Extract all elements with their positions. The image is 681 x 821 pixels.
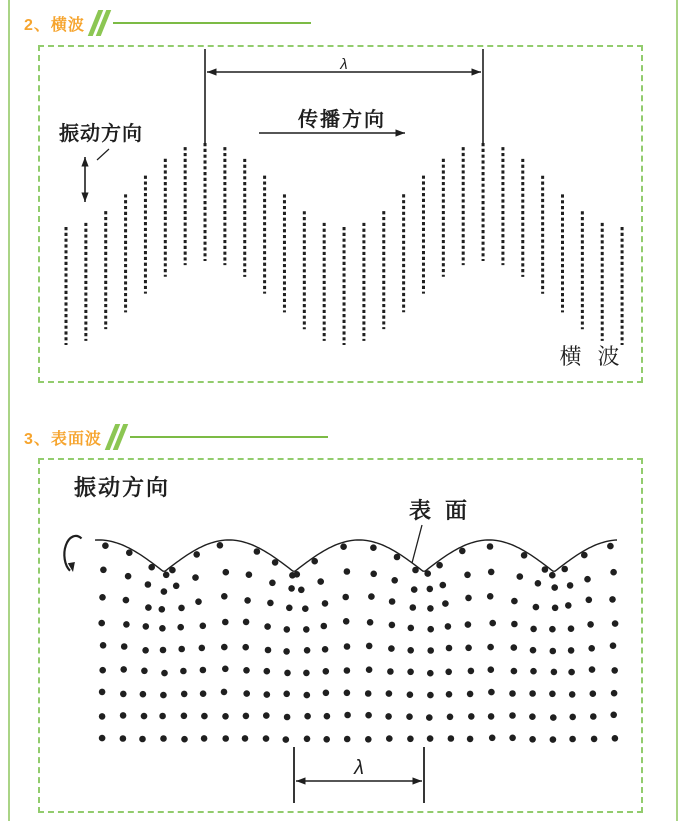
particle-dot bbox=[446, 645, 453, 652]
particle-dot bbox=[125, 573, 132, 580]
surface-curve bbox=[95, 540, 617, 571]
particle-dot bbox=[123, 621, 130, 628]
particle-dot bbox=[222, 735, 229, 742]
particle-dot bbox=[385, 713, 392, 720]
particle-dot bbox=[391, 577, 398, 584]
right-border-line bbox=[676, 0, 678, 821]
particle-dot bbox=[344, 643, 351, 650]
particle-dot bbox=[569, 691, 576, 698]
particle-dot bbox=[447, 714, 454, 721]
particle-dot bbox=[565, 602, 572, 609]
particle-dot bbox=[200, 690, 207, 697]
particle-dot bbox=[102, 542, 109, 549]
lambda-dimension-arrow-head bbox=[207, 68, 217, 75]
particle-dot bbox=[607, 543, 614, 550]
particle-dot bbox=[529, 736, 536, 743]
particle-dot bbox=[195, 598, 202, 605]
particle-dot bbox=[487, 644, 494, 651]
particle-dot bbox=[217, 542, 224, 549]
particle-dot bbox=[159, 625, 166, 632]
propagation-direction-label: 传播方向 bbox=[298, 109, 386, 131]
particle-dot bbox=[488, 569, 495, 576]
transverse-wave-figure bbox=[40, 47, 641, 381]
particle-dot bbox=[99, 594, 106, 601]
particle-dot bbox=[589, 666, 596, 673]
particle-dot bbox=[323, 736, 330, 743]
particle-dot bbox=[163, 572, 170, 579]
particle-dot bbox=[569, 714, 576, 721]
particle-dot bbox=[386, 735, 393, 742]
particle-dot bbox=[222, 666, 229, 673]
wavelength-label: λ bbox=[340, 56, 348, 73]
particle-dot bbox=[283, 691, 290, 698]
header-rule-line bbox=[113, 22, 311, 24]
particle-dot bbox=[160, 647, 167, 654]
particle-dot bbox=[161, 588, 168, 595]
section-title-transverse: 2、横波 bbox=[24, 16, 85, 34]
particle-dot bbox=[159, 606, 166, 613]
particle-dot bbox=[427, 670, 434, 677]
particle-dot bbox=[611, 667, 618, 674]
particle-dot bbox=[530, 626, 537, 633]
particle-dot bbox=[123, 597, 130, 604]
particle-dot bbox=[126, 549, 133, 556]
particle-dot bbox=[467, 691, 474, 698]
particle-dot bbox=[448, 735, 455, 742]
vibration-leader-line bbox=[97, 149, 109, 160]
particle-dot bbox=[610, 569, 617, 576]
particle-dot bbox=[550, 648, 557, 655]
particle-dot bbox=[445, 623, 452, 630]
particle-dot bbox=[530, 668, 537, 675]
transverse-wave-caption: 横 波 bbox=[559, 344, 625, 369]
particle-dot bbox=[302, 605, 309, 612]
particle-dot bbox=[511, 668, 518, 675]
particle-dot bbox=[242, 644, 249, 651]
particle-dot bbox=[549, 626, 556, 633]
particle-dot bbox=[99, 735, 106, 742]
particle-dot bbox=[427, 605, 434, 612]
particle-dot bbox=[181, 736, 188, 743]
particle-dot bbox=[344, 712, 351, 719]
particle-dot bbox=[584, 576, 591, 583]
particle-dot bbox=[246, 571, 253, 578]
particle-dot bbox=[222, 713, 229, 720]
header-rule-line bbox=[130, 436, 328, 438]
section-title-surface: 3、表面波 bbox=[24, 430, 102, 448]
particle-dot bbox=[286, 605, 293, 612]
wave-columns-layer bbox=[66, 143, 622, 345]
particle-dot bbox=[408, 625, 415, 632]
particle-dot bbox=[145, 581, 152, 588]
particle-dot bbox=[365, 712, 372, 719]
particle-dot bbox=[535, 580, 542, 587]
particle-dot bbox=[284, 714, 291, 721]
particle-dot bbox=[192, 574, 199, 581]
propagation-arrow-head bbox=[396, 129, 406, 136]
particle-dot bbox=[243, 619, 250, 626]
particle-dot bbox=[465, 621, 472, 628]
particle-dot bbox=[344, 568, 351, 575]
particle-dot bbox=[344, 690, 351, 697]
section-header-transverse bbox=[24, 8, 311, 38]
particle-dot bbox=[407, 736, 414, 743]
section-header-surface bbox=[24, 422, 328, 452]
particle-dot bbox=[591, 736, 598, 743]
particle-dot bbox=[568, 625, 575, 632]
surface-label: 表 面 bbox=[408, 498, 472, 523]
particle-dot bbox=[242, 735, 249, 742]
particle-dot bbox=[436, 562, 443, 569]
particle-dot bbox=[529, 690, 536, 697]
particle-dot bbox=[509, 735, 516, 742]
particle-dot bbox=[322, 646, 329, 653]
particle-dot bbox=[200, 623, 207, 630]
particle-dot bbox=[509, 712, 516, 719]
particle-dot bbox=[465, 595, 472, 602]
particle-dot bbox=[517, 573, 524, 580]
particle-dot bbox=[427, 647, 434, 654]
particle-dot bbox=[100, 642, 107, 649]
particle-dot bbox=[201, 735, 208, 742]
particle-dot bbox=[612, 620, 619, 627]
particle-dot bbox=[406, 713, 413, 720]
particle-dot bbox=[590, 713, 597, 720]
lambda-dimension-arrow-head bbox=[413, 777, 423, 784]
particle-dot bbox=[468, 713, 475, 720]
particle-dot bbox=[511, 621, 518, 628]
particle-dot bbox=[568, 669, 575, 676]
particle-dot bbox=[586, 597, 593, 604]
particle-dot bbox=[427, 735, 434, 742]
particle-dot bbox=[243, 713, 250, 720]
particle-dot bbox=[283, 736, 290, 743]
particle-dot bbox=[143, 623, 150, 630]
particle-dot bbox=[465, 645, 472, 652]
particle-dot bbox=[588, 645, 595, 652]
particle-dot bbox=[141, 713, 148, 720]
particle-dot bbox=[389, 622, 396, 629]
particle-dot bbox=[440, 582, 447, 589]
vibration-direction-label: 振动方向 bbox=[73, 475, 171, 500]
vibration-arrow-head bbox=[81, 157, 88, 167]
particle-dot bbox=[464, 572, 471, 579]
particle-dot bbox=[140, 691, 147, 698]
particle-dot bbox=[344, 736, 351, 743]
particle-dot bbox=[178, 646, 185, 653]
particle-dot bbox=[298, 587, 305, 594]
particle-dot bbox=[323, 690, 330, 697]
particle-dot bbox=[459, 548, 466, 555]
particle-dot bbox=[201, 713, 208, 720]
particle-dot bbox=[468, 668, 475, 675]
particle-dot bbox=[173, 583, 180, 590]
particle-dot bbox=[340, 543, 347, 550]
particle-dot bbox=[368, 593, 375, 600]
particle-dot bbox=[427, 626, 434, 633]
particle-dot bbox=[142, 647, 149, 654]
particle-dot bbox=[99, 667, 106, 674]
particle-dot bbox=[178, 605, 185, 612]
particle-dot bbox=[411, 586, 418, 593]
particle-dot bbox=[159, 713, 166, 720]
particle-dot bbox=[263, 735, 270, 742]
particle-dot bbox=[324, 713, 331, 720]
particle-dot bbox=[587, 621, 594, 628]
particle-dot bbox=[550, 714, 557, 721]
particle-dot bbox=[488, 666, 495, 673]
lambda-dimension-arrow-head bbox=[296, 777, 306, 784]
particle-dot bbox=[365, 736, 372, 743]
particle-dot bbox=[263, 712, 270, 719]
particle-dot bbox=[177, 624, 184, 631]
particle-dot bbox=[121, 643, 128, 650]
particle-dot bbox=[98, 620, 105, 627]
particle-dot bbox=[610, 712, 617, 719]
particle-dot bbox=[370, 571, 377, 578]
particle-dot bbox=[141, 668, 148, 675]
particle-dot bbox=[568, 647, 575, 654]
particle-dot bbox=[533, 604, 540, 611]
particle-dot bbox=[265, 647, 272, 654]
particle-dots-layer bbox=[98, 542, 618, 743]
surface-leader-line bbox=[412, 525, 422, 563]
particle-dot bbox=[222, 619, 229, 626]
particle-dot bbox=[304, 736, 311, 743]
particle-dot bbox=[160, 735, 167, 742]
particle-dot bbox=[389, 598, 396, 605]
particle-dot bbox=[567, 582, 574, 589]
particle-dot bbox=[254, 548, 261, 555]
particle-dot bbox=[181, 691, 188, 698]
particle-dot bbox=[304, 692, 311, 699]
particle-dot bbox=[284, 626, 291, 633]
particle-dot bbox=[321, 623, 328, 630]
particle-dot bbox=[269, 580, 276, 587]
particle-dot bbox=[509, 690, 516, 697]
particle-dot bbox=[569, 736, 576, 743]
particle-dot bbox=[442, 600, 449, 607]
particle-dot bbox=[549, 572, 556, 579]
particle-dot bbox=[264, 623, 271, 630]
particle-dot bbox=[552, 605, 559, 612]
particle-dot bbox=[365, 690, 372, 697]
particle-dot bbox=[549, 691, 556, 698]
vibration-arrow-head bbox=[81, 193, 88, 203]
surface-wave-figure bbox=[40, 460, 641, 811]
double-slash-icon bbox=[110, 424, 127, 450]
particle-dot bbox=[264, 691, 271, 698]
particle-dot bbox=[304, 713, 311, 720]
particle-dot bbox=[288, 585, 295, 592]
particle-dot bbox=[489, 735, 496, 742]
particle-dot bbox=[487, 543, 494, 550]
particle-dot bbox=[407, 669, 414, 676]
particle-dot bbox=[529, 713, 536, 720]
particle-dot bbox=[120, 735, 127, 742]
particle-dot bbox=[120, 666, 127, 673]
particle-dot bbox=[99, 713, 106, 720]
particle-dot bbox=[304, 647, 311, 654]
particle-dot bbox=[551, 584, 558, 591]
particle-dot bbox=[223, 569, 230, 576]
particle-dot bbox=[322, 600, 329, 607]
particle-dot bbox=[221, 593, 228, 600]
particle-dot bbox=[407, 691, 414, 698]
particle-dot bbox=[367, 619, 374, 626]
particle-dot bbox=[611, 690, 618, 697]
particle-dot bbox=[145, 604, 152, 611]
particle-dot bbox=[590, 690, 597, 697]
particle-dot bbox=[193, 551, 200, 558]
particle-dot bbox=[284, 670, 291, 677]
particle-dot bbox=[388, 645, 395, 652]
particle-dot bbox=[264, 668, 271, 675]
vibration-direction-label: 振动方向 bbox=[59, 123, 143, 145]
particle-dot bbox=[342, 594, 349, 601]
particle-dot bbox=[488, 689, 495, 696]
lambda-dimension-arrow-head bbox=[472, 68, 482, 75]
particle-dot bbox=[221, 689, 228, 696]
particle-dot bbox=[294, 571, 301, 578]
particle-dot bbox=[561, 566, 568, 573]
particle-dot bbox=[366, 643, 373, 650]
particle-dot bbox=[267, 600, 274, 607]
particle-dot bbox=[283, 648, 290, 655]
particle-dot bbox=[511, 644, 518, 651]
particle-dot bbox=[530, 647, 537, 654]
particle-dot bbox=[446, 691, 453, 698]
particle-dot bbox=[317, 578, 324, 585]
particle-dot bbox=[488, 713, 495, 720]
particle-dot bbox=[199, 645, 206, 652]
surface-marks-layer bbox=[64, 525, 617, 803]
particle-dot bbox=[487, 593, 494, 600]
particle-dot bbox=[303, 626, 310, 633]
particle-dot bbox=[160, 692, 167, 699]
particle-dot bbox=[467, 736, 474, 743]
particle-dot bbox=[410, 604, 417, 611]
particle-dot bbox=[200, 667, 207, 674]
particle-dot bbox=[511, 598, 518, 605]
particle-dot bbox=[99, 689, 106, 696]
particle-dot bbox=[181, 713, 188, 720]
double-slash-icon bbox=[93, 10, 110, 36]
surface-wave-diagram-box bbox=[38, 458, 643, 813]
particle-dot bbox=[609, 596, 616, 603]
particle-dot bbox=[161, 670, 168, 677]
particle-dot bbox=[370, 544, 377, 551]
particle-dot bbox=[221, 644, 228, 651]
particle-dot bbox=[120, 712, 127, 719]
particle-dot bbox=[366, 666, 373, 673]
particle-dot bbox=[426, 714, 433, 721]
particle-dot bbox=[550, 736, 557, 743]
particle-dot bbox=[139, 736, 146, 743]
particle-dot bbox=[489, 620, 496, 627]
left-border-line bbox=[8, 0, 10, 821]
particle-dot bbox=[180, 668, 187, 675]
particle-dot bbox=[387, 668, 394, 675]
particle-dot bbox=[323, 668, 330, 675]
particle-dot bbox=[244, 597, 251, 604]
particle-dot bbox=[610, 642, 617, 649]
particle-dot bbox=[243, 690, 250, 697]
particle-dot bbox=[120, 691, 127, 698]
particle-dot bbox=[612, 735, 619, 742]
particle-dot bbox=[445, 669, 452, 676]
particle-dot bbox=[344, 667, 351, 674]
particle-dot bbox=[303, 670, 310, 677]
particle-dot bbox=[407, 647, 414, 654]
particle-dot bbox=[243, 667, 250, 674]
particle-dot bbox=[100, 567, 107, 574]
particle-dot bbox=[386, 690, 393, 697]
particle-dot bbox=[343, 618, 350, 625]
wavelength-label: λ bbox=[354, 757, 364, 779]
transverse-wave-diagram-box bbox=[38, 45, 643, 383]
particle-dot bbox=[551, 669, 558, 676]
particle-dot bbox=[427, 692, 434, 699]
particle-dot bbox=[427, 586, 434, 593]
